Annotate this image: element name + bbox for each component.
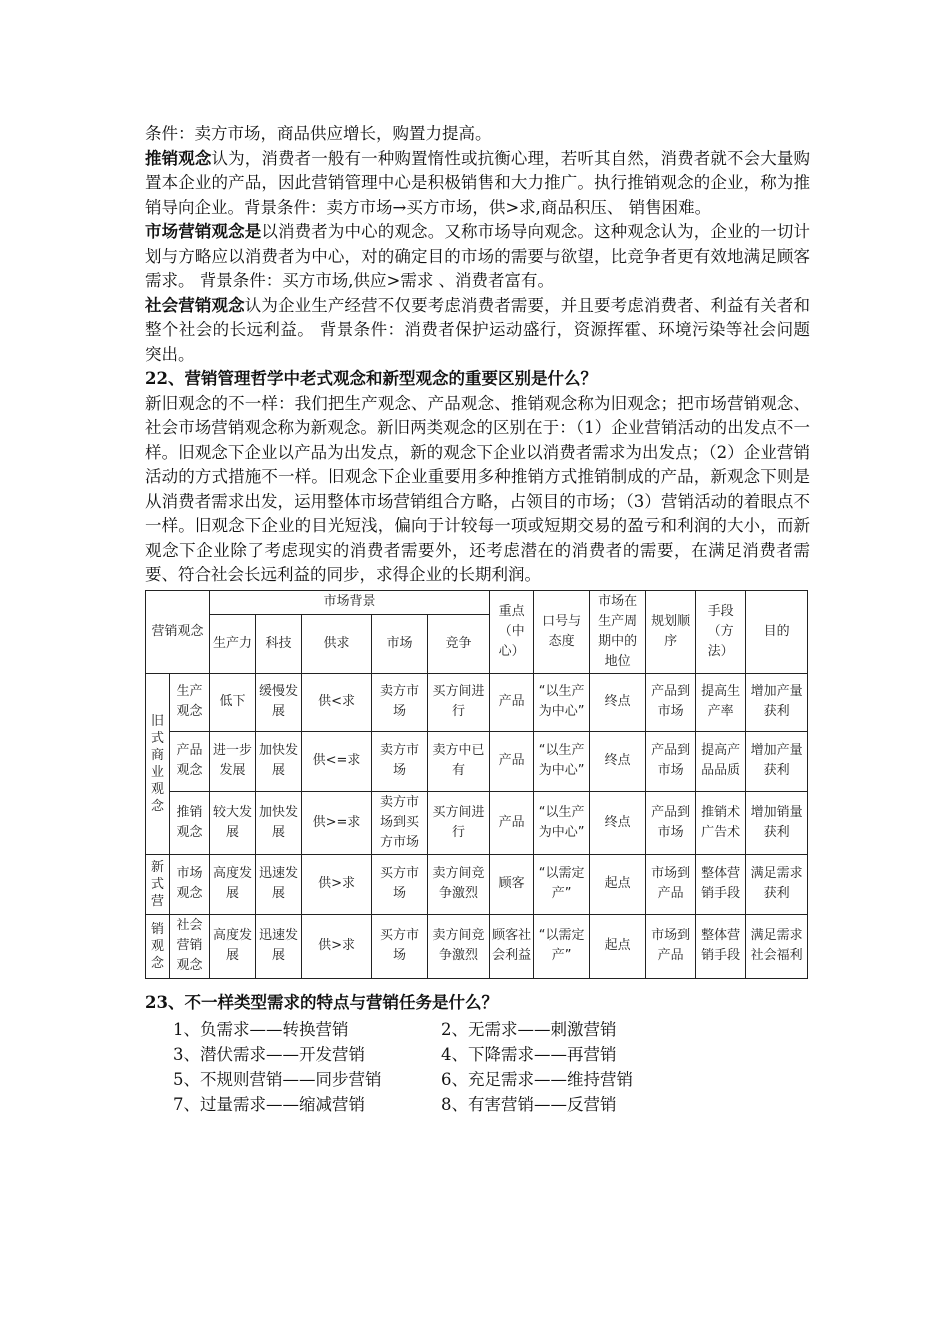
header-supply-demand: 供求 — [302, 615, 372, 673]
table-row — [146, 914, 808, 978]
table-cell: 卖方市场 — [372, 673, 428, 731]
table-row — [146, 854, 808, 914]
table-cell: 增加产量获利 — [746, 673, 808, 731]
table-cell: 供>求 — [302, 854, 372, 914]
list-item: 5、不规则营销——同步营销 6、充足需求——维持营销 — [173, 1070, 633, 1089]
table-cell: 迅速发展 — [256, 914, 302, 978]
table-cell: 市场观念 — [170, 854, 210, 914]
table-cell: “以生产为中心” — [534, 731, 590, 791]
header-market-background: 市场背景 — [210, 590, 490, 615]
table-cell: 推销观念 — [170, 791, 210, 854]
table-cell: 满足需求社会福利 — [746, 914, 808, 978]
table-cell: 产品到市场 — [646, 791, 696, 854]
table-cell: 市场到产品 — [646, 854, 696, 914]
table-cell: 顾客社会利益 — [490, 914, 534, 978]
table-cell: 供>求 — [302, 914, 372, 978]
concept-comparison-table — [145, 590, 808, 979]
table-cell: “以生产为中心” — [534, 673, 590, 731]
paragraph-selling-concept: 推销观念认为，消费者一般有一种购置惰性或抗衡心理，若听其自然，消费者就不会大量购置本企业的产品，因此营销管理中心是积极销售和大力推广。执行推销观念的企业，称为推销导向企业。背景条件：卖方市场→买方市场，供>求,商品积压、 销售困难。 — [145, 148, 811, 217]
table-cell: 买方市场 — [372, 854, 428, 914]
table-cell: 卖方市场到买方市场 — [372, 791, 428, 854]
table-cell: 产品 — [490, 731, 534, 791]
table-cell: 市场到产品 — [646, 914, 696, 978]
table-cell: 买方间进行 — [428, 673, 490, 731]
heading-question-22: 22、营销管理哲学中老式观念和新型观念的重要区别是什么？ — [145, 369, 597, 388]
header-order: 规划顺序 — [646, 590, 696, 673]
document-body — [145, 122, 810, 1117]
table-cell: 起点 — [590, 914, 646, 978]
table-cell: 缓慢发展 — [256, 673, 302, 731]
header-productivity: 生产力 — [210, 615, 256, 673]
table-cell: 生产观念 — [170, 673, 210, 731]
table-row — [146, 673, 808, 731]
table-cell: 产品到市场 — [646, 673, 696, 731]
table-row — [146, 731, 808, 791]
table-cell: 推销术广告术 — [696, 791, 746, 854]
header-slogan: 口号与态度 — [534, 590, 590, 673]
table-cell: “以需定产” — [534, 914, 590, 978]
table-cell: 增加销量获利 — [746, 791, 808, 854]
table-cell: 产品 — [490, 673, 534, 731]
list-item: 3、潜伏需求——开发营销 4、下降需求——再营销 — [173, 1045, 617, 1064]
table-cell: “以生产为中心” — [534, 791, 590, 854]
term-social-marketing: 社会营销观念 — [145, 295, 245, 315]
table-cell: 供>=求 — [302, 791, 372, 854]
table-cell: 较大发展 — [210, 791, 256, 854]
table-cell: 增加产量获利 — [746, 731, 808, 791]
group-old-concepts: 旧式商业观念 — [146, 673, 170, 854]
table-cell: 供<=求 — [302, 731, 372, 791]
header-goal: 目的 — [746, 590, 808, 673]
table-cell: 高度发展 — [210, 854, 256, 914]
group-new-concepts-bottom: 销观念 — [146, 914, 170, 978]
table-cell: 提高生产率 — [696, 673, 746, 731]
table-cell: 产品到市场 — [646, 731, 696, 791]
table-cell: 整体营销手段 — [696, 914, 746, 978]
paragraph-conditions: 条件：卖方市场，商品供应增长，购置力提高。 — [145, 124, 492, 143]
table-cell: 高度发展 — [210, 914, 256, 978]
table-cell: 终点 — [590, 731, 646, 791]
table-cell: 卖方间竞争激烈 — [428, 854, 490, 914]
table-cell: 买方间进行 — [428, 791, 490, 854]
table-cell: 低下 — [210, 673, 256, 731]
term-marketing-concept: 市场营销观念是 — [145, 222, 262, 241]
table-cell: 整体营销手段 — [696, 854, 746, 914]
table-cell: 产品 — [490, 791, 534, 854]
table-cell: 加快发展 — [256, 731, 302, 791]
table-cell: 终点 — [590, 791, 646, 854]
table-cell: 满足需求获利 — [746, 854, 808, 914]
table-cell: 产品观念 — [170, 731, 210, 791]
paragraph-social-marketing: 社会营销观念认为企业生产经营不仅要考虑消费者需要，并且要考虑消费者、利益有关者和整个社会的长远利益。 背景条件：消费者保护运动盛行，资源挥霍、环境污染等社会问题突出。 — [145, 295, 811, 364]
heading-question-23: 23、不一样类型需求的特点与营销任务是什么？ — [145, 992, 498, 1012]
table-row — [146, 791, 808, 854]
demand-types-list — [173, 1017, 810, 1117]
header-market: 市场 — [372, 615, 428, 673]
table-cell: 社会营销观念 — [170, 914, 210, 978]
header-means: 手段（方法） — [696, 590, 746, 673]
paragraph-answer-22: 新旧观念的不一样：我们把生产观念、产品观念、推销观念称为旧观念；把市场营销观念、社会市场营销观念称为新观念。新旧两类观念的区别在于：（1）企业营销活动的出发点不一样。旧观念下企业以产品为出发点，新的观念下企业以消费者需求为出发点；（2）企业营销活动的方式措施不一样。旧观念下企业重要用多种推销方式推销制成的产品，新观念下则是从消费者需求出发，运用整体市场营销组合方略，占领目的市场；（3）营销活动的着眼点不一样。旧观念下企业的目光短浅，偏向于计较每一项或短期交易的盈亏和利润的大小，而新观念下企业除了考虑现实的消费者需要外，还考虑潜在的消费者的需要，在满足消费者需要、符合社会长远利益的同步，求得企业的长期利润。 — [145, 393, 810, 584]
header-technology: 科技 — [256, 615, 302, 673]
term-selling-concept: 推销观念 — [145, 148, 212, 168]
table-cell: 终点 — [590, 673, 646, 731]
header-concept: 营销观念 — [146, 590, 210, 673]
table-cell: 卖方中已有 — [428, 731, 490, 791]
header-position: 市场在生产周期中的地位 — [590, 590, 646, 673]
header-competition: 竞争 — [428, 615, 490, 673]
list-item: 1、负需求——转换营销 2、无需求——刺激营销 — [173, 1020, 617, 1039]
table-cell: 买方市场 — [372, 914, 428, 978]
table-cell: 起点 — [590, 854, 646, 914]
table-cell: “以需定产” — [534, 854, 590, 914]
table-cell: 进一步发展 — [210, 731, 256, 791]
table-cell: 供<求 — [302, 673, 372, 731]
table-cell: 卖方间竞争激烈 — [428, 914, 490, 978]
group-new-concepts-top: 新式营 — [146, 854, 170, 914]
table-cell: 顾客 — [490, 854, 534, 914]
table-cell: 加快发展 — [256, 791, 302, 854]
table-cell: 提高产品品质 — [696, 731, 746, 791]
table-cell: 卖方市场 — [372, 731, 428, 791]
list-item: 7、过量需求——缩减营销 8、有害营销——反营销 — [173, 1095, 617, 1114]
header-focus: 重点（中心） — [490, 590, 534, 673]
paragraph-marketing-concept: 市场营销观念是以消费者为中心的观念。又称市场导向观念。这种观念认为，企业的一切计划与方略应以消费者为中心，对的确定目的市场的需要与欲望，比竞争者更有效地满足顾客需求。 背景条件：买方市场,供应>需求 、消费者富有。 — [145, 222, 811, 290]
table-cell: 迅速发展 — [256, 854, 302, 914]
